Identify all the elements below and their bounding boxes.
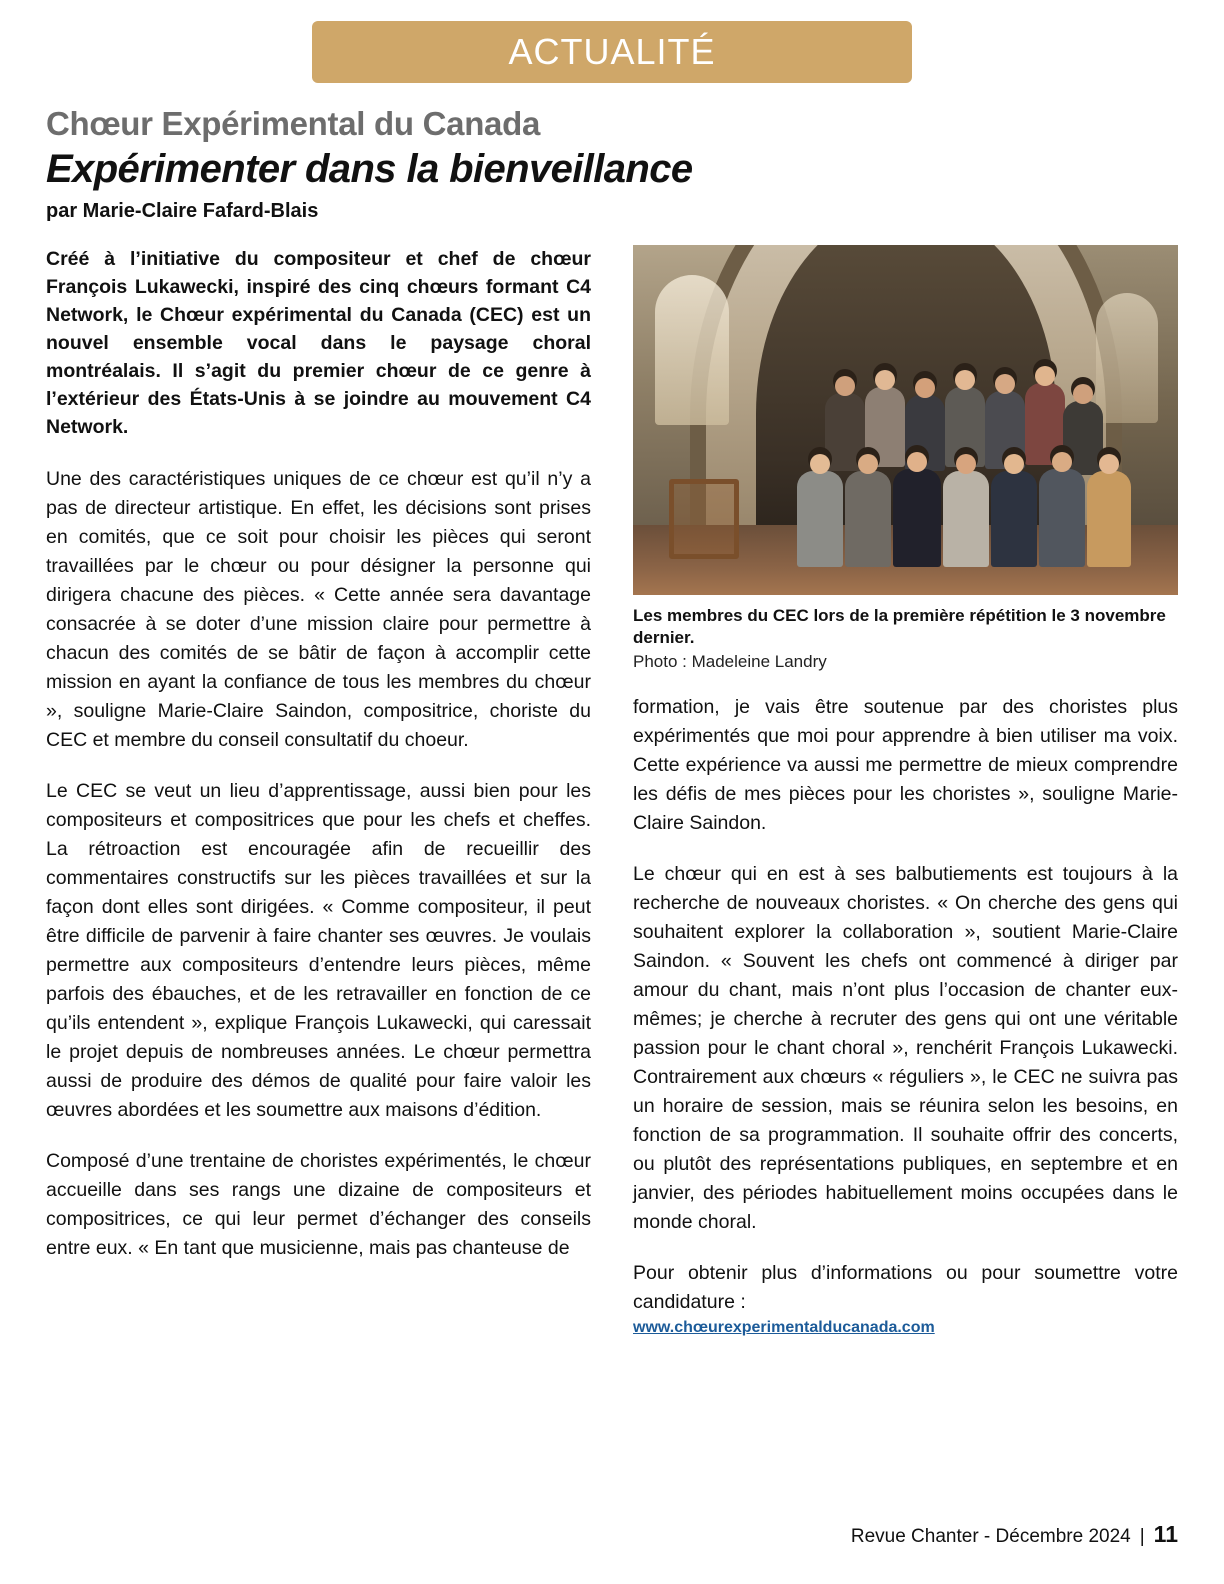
column-left — [46, 245, 591, 1285]
photo-chair — [669, 479, 739, 559]
page-number: 11 — [1153, 1521, 1178, 1547]
paragraph: Le CEC se veut un lieu d’apprentissage, aussi bien pour les compositeurs et compositrices que pour les chefs et cheffes. La rétroaction est encouragée afin de recueillir des commentaires constructifs sur les pièces travaillées et sur la façon dont elles sont dirigées. « Comme compositeur, il peut être difficile de parvenir à faire chanter ses œuvres. Je voulais permettre aux compositeurs d’entendre leurs pièces, même parfois des ébauches, et de les retravailler en fonction de ce qu’ils entendent », explique François Lukawecki, qui caressait le projet depuis de nombreuses années. Le chœur permettra aussi de produire des démos de qualité pour faire valoir les œuvres abordées et les soumettre aux maisons d’édition. — [46, 780, 591, 1121]
cec-group-photo — [633, 245, 1178, 595]
page-footer — [851, 1521, 1178, 1548]
website-link[interactable]: www.chœurexperimentalducanada.com — [633, 1319, 935, 1336]
article-lead: Créé à l’initiative du compositeur et chef de chœur François Lukawecki, inspiré des cinq chœurs formant C4 Network, le Chœur expérimental du Canada (CEC) est un nouvel ensemble vocal dans le paysage choral montréalais. Il s’agit du premier chœur de ce genre à l’extérieur des États-Unis à se joindre au mouvement C4 Network. — [46, 248, 591, 438]
section-banner-label: ACTUALITÉ — [508, 31, 716, 72]
footer-separator: | — [1139, 1526, 1145, 1547]
section-banner-container — [46, 0, 1178, 83]
paragraph: Le chœur qui en est à ses balbutiements est toujours à la recherche de nouveaux choristes. « On cherche des gens qui souhaitent explorer la collaboration », soutient Marie-Claire Saindon. « Souvent les chefs ont commencé à diriger par amour du chant, mais n’ont plus l’occasion de chanter eux-mêmes; je cherche à recruter des gens qui ont une véritable passion pour le chant choral », renchérit François Lukawecki. Contrairement aux chœurs « réguliers », le CEC ne suivra pas un horaire de session, mais se réunira selon les besoins, en fonction de sa programmation. Il souhaite offrir des concerts, ou plutôt des représentations publiques, en septembre et en janvier, des périodes habituellement moins occupées dans le monde choral. — [633, 863, 1178, 1233]
paragraph: Composé d’une trentaine de choristes expérimentés, le chœur accueille dans ses rangs une dizaine de compositeurs et compositrices, ce qui leur permet d’échanger des conseils entre eux. « En tant que musicienne, mais pas chanteuse de — [46, 1150, 591, 1259]
footer-publication: Revue Chanter - Décembre 2024 — [850, 1526, 1131, 1547]
photo-window-left — [655, 275, 729, 425]
paragraph: Pour obtenir plus d’informations ou pour soumettre votre candidature : — [633, 1262, 1178, 1313]
column-right — [633, 245, 1178, 1337]
article-body — [46, 245, 1178, 1425]
article-kicker: Chœur Expérimental du Canada — [46, 105, 541, 142]
paragraph: Une des caractéristiques uniques de ce chœur est qu’il n’y a pas de directeur artistique. En effet, les décisions sont prises en comités, que ce soit pour choisir les pièces qui seront travaillées par le chœur ou pour désigner la personne qui dirigera chacune des pièces. « Cette année sera davantage consacrée à se doter d’une mission claire pour permettre à chacun des comités de se bâtir de façon à accomplir cette mission en ayant la confiance de tous les membres du chœur », souligne Marie-Claire Saindon, compositrice, choriste du CEC et membre du conseil consultatif du choeur. — [46, 468, 591, 751]
page-title: Expérimenter dans la bienveillance — [46, 147, 693, 191]
photo-choir-group — [791, 357, 1131, 567]
section-banner — [312, 21, 912, 83]
photo-caption: Les membres du CEC lors de la première répétition le 3 novembre dernier. — [633, 606, 1166, 647]
paragraph: formation, je vais être soutenue par des choristes plus expérimentés que moi pour apprendre à bien utiliser ma voix. Cette expérience va aussi me permettre de mieux comprendre les défis de mes pièces pour les choristes », souligne Marie-Claire Saindon. — [633, 696, 1178, 834]
photo-credit: Photo : Madeleine Landry — [633, 652, 827, 671]
article-byline: par Marie-Claire Fafard-Blais — [46, 200, 319, 222]
photo-block — [633, 245, 1178, 595]
